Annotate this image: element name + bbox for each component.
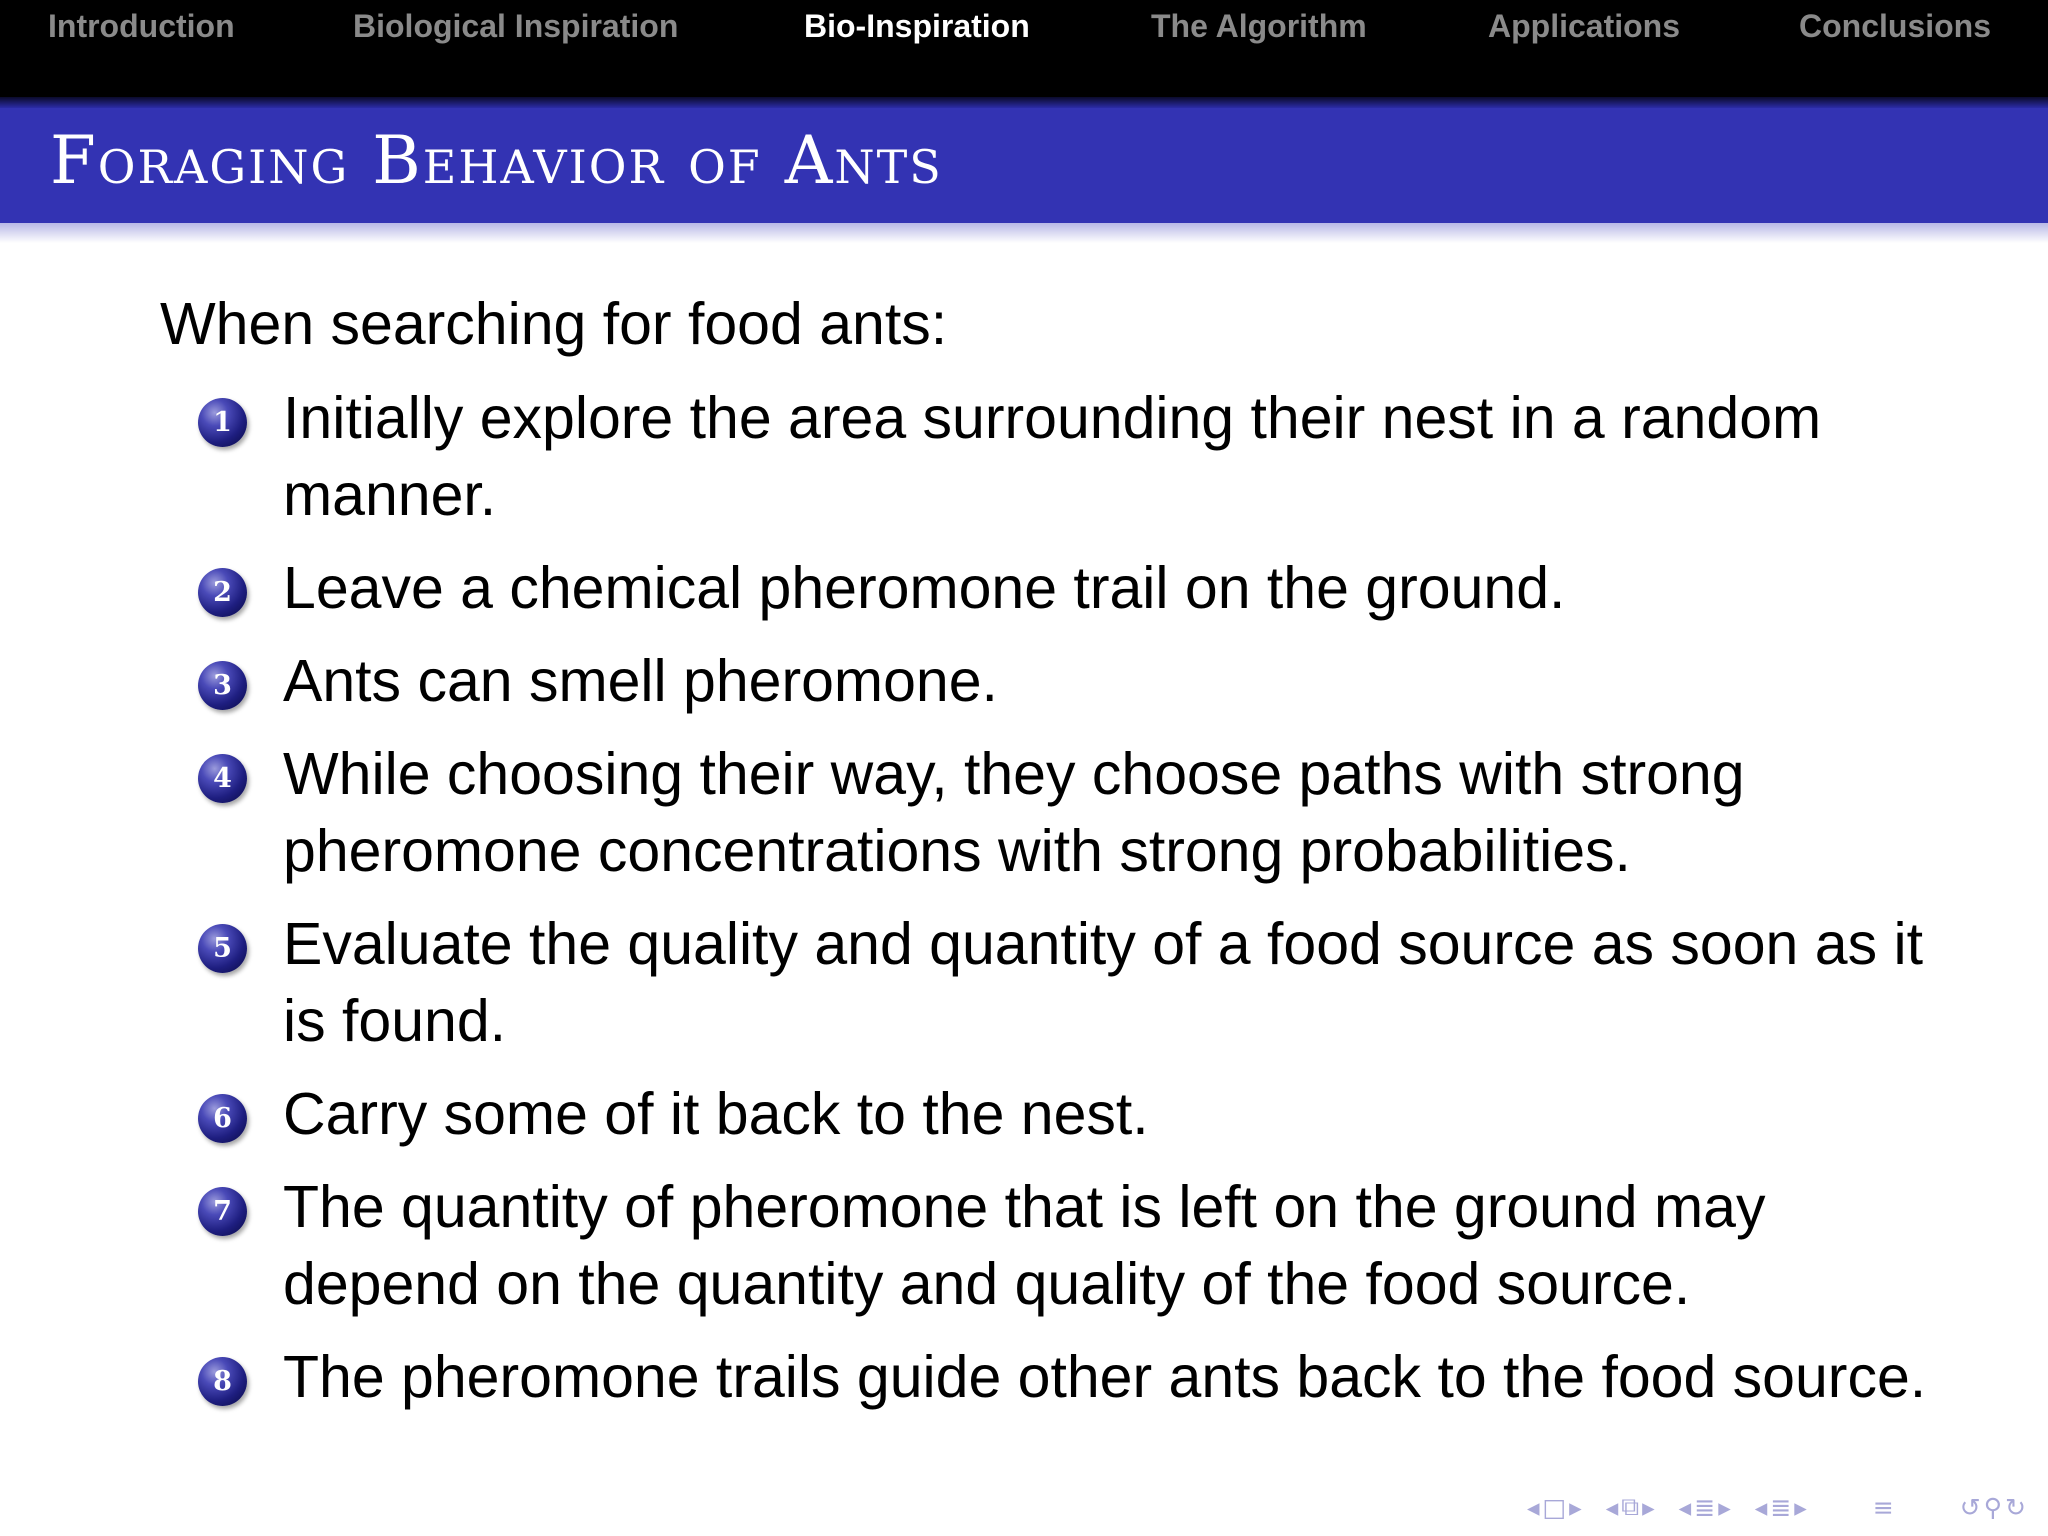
nav-section-introduction[interactable]: Introduction xyxy=(48,8,235,44)
nav-section-bio-inspiration[interactable]: Bio-Inspiration xyxy=(804,8,1030,44)
beamer-navigation-symbols xyxy=(1527,1490,2026,1524)
subsection-next-icon[interactable]: ▸ xyxy=(1642,1492,1655,1522)
list-item xyxy=(196,643,1956,720)
list-item-text: Leave a chemical pheromone trail on the ground. xyxy=(283,555,1566,621)
subsection-prev-icon[interactable]: ◂ xyxy=(1605,1492,1619,1522)
section-navigation-bar xyxy=(0,0,2048,97)
enum-ball-icon: 3 xyxy=(198,661,247,710)
frame-next-icon[interactable]: ▸ xyxy=(1569,1492,1582,1522)
list-item xyxy=(196,1339,1956,1416)
nav-bar-shading xyxy=(0,97,2048,108)
enum-ball-icon: 6 xyxy=(198,1094,247,1143)
frame-title-shadow xyxy=(0,223,2048,243)
nav-section-the-algorithm[interactable]: The Algorithm xyxy=(1151,8,1367,44)
list-item xyxy=(196,906,1956,1060)
enum-ball-icon: 1 xyxy=(198,398,247,447)
list-item xyxy=(196,1169,1956,1323)
nav-section-conclusions[interactable]: Conclusions xyxy=(1799,8,1992,44)
list-item xyxy=(196,550,1956,627)
appendix-icon[interactable]: ≡ xyxy=(1872,1492,1894,1522)
enum-ball-icon: 4 xyxy=(198,754,247,803)
list-item-text: Evaluate the quality and quantity of a food source as soon as it is found. xyxy=(283,911,1923,1054)
enum-ball-icon: 7 xyxy=(198,1187,247,1236)
list-item-text: Ants can smell pheromone. xyxy=(283,648,998,714)
list-item-text: The quantity of pheromone that is left on the ground may depend on the quantity and quality of the food source. xyxy=(283,1174,1766,1317)
enumerated-list xyxy=(196,380,1956,1432)
doc-prev-icon[interactable]: ◂ xyxy=(1754,1492,1768,1522)
forward-icon[interactable]: ↻ xyxy=(2005,1492,2026,1522)
section-icon[interactable]: ≣ xyxy=(1694,1492,1716,1522)
section-prev-icon[interactable]: ◂ xyxy=(1678,1492,1692,1522)
intro-text: When searching for food ants: xyxy=(160,291,948,357)
search-icon[interactable]: ⚲ xyxy=(1983,1492,2003,1522)
frame-icon[interactable]: □ xyxy=(1542,1492,1567,1522)
doc-icon[interactable]: ≣ xyxy=(1770,1492,1792,1522)
list-item xyxy=(196,736,1956,890)
nav-section-biological-inspiration[interactable]: Biological Inspiration xyxy=(353,8,679,44)
enum-ball-icon: 5 xyxy=(198,924,247,973)
list-item-text: The pheromone trails guide other ants back to the food source. xyxy=(283,1344,1927,1410)
enum-ball-icon: 2 xyxy=(198,568,247,617)
list-item-text: While choosing their way, they choose paths with strong pheromone concentrations with strong probabilities. xyxy=(283,741,1745,884)
section-next-icon[interactable]: ▸ xyxy=(1718,1492,1731,1522)
doc-next-icon[interactable]: ▸ xyxy=(1794,1492,1807,1522)
back-icon[interactable]: ↺ xyxy=(1959,1492,1981,1522)
list-item-text: Initially explore the area surrounding their nest in a random manner. xyxy=(283,385,1822,528)
list-item-text: Carry some of it back to the nest. xyxy=(283,1081,1149,1147)
frame-title: Foraging Behavior of Ants xyxy=(50,122,943,199)
subsection-icon[interactable]: ⧉ xyxy=(1621,1492,1640,1521)
nav-section-applications[interactable]: Applications xyxy=(1488,8,1681,44)
list-item xyxy=(196,380,1956,534)
frame-prev-icon[interactable]: ◂ xyxy=(1526,1492,1540,1522)
list-item xyxy=(196,1076,1956,1153)
enum-ball-icon: 8 xyxy=(198,1357,247,1406)
